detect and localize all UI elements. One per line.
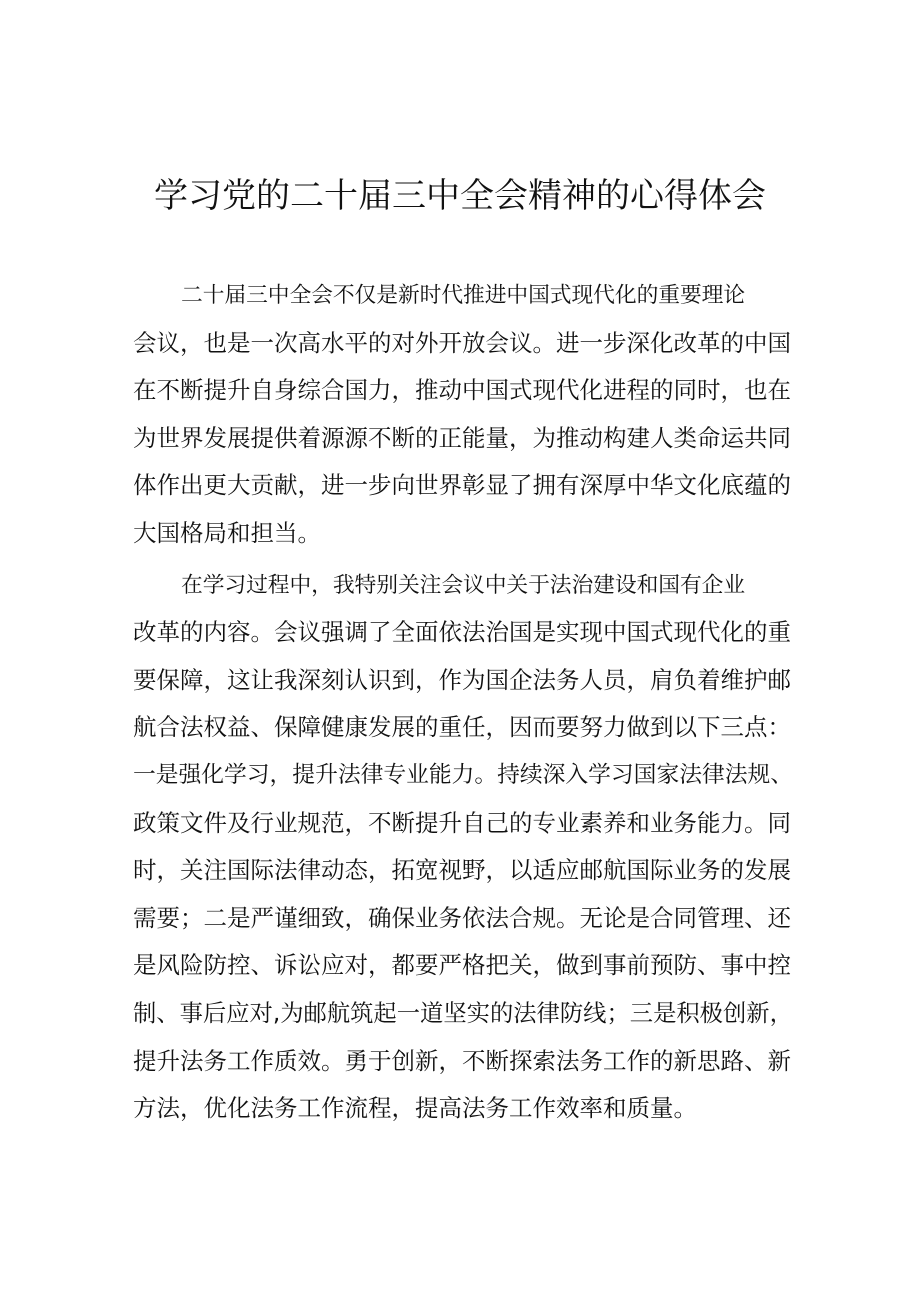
paragraph-line: 二十届三中全会不仅是新时代推进中国式现代化的重要理论: [181, 283, 746, 308]
paragraph-line: 方法，优化法务工作流程，提高法务工作效率和质量。: [133, 1094, 697, 1123]
paragraph-line: 为世界发展提供着源源不断的正能量，为推动构建人类命运共同: [133, 423, 791, 452]
document-body: [133, 272, 793, 1133]
paragraph-line: 政策文件及行业规范，不断提升自己的专业素养和业务能力。同: [133, 808, 791, 837]
paragraph-line: 提升法务工作质效。勇于创新，不断探索法务工作的新思路、新: [133, 1046, 791, 1075]
paragraph-line: 大国格局和担当。: [133, 518, 321, 547]
paragraph-line: 要保障，这让我深刻认识到，作为国企法务人员，肩负着维护邮: [133, 665, 791, 694]
paragraph-line: 需要；二是严谨细致，确保业务依法合规。无论是合同管理、还: [133, 903, 791, 932]
paragraph-line: 改革的内容。会议强调了全面依法治国是实现中国式现代化的重: [133, 618, 791, 647]
paragraph-line: 体作出更大贡献，进一步向世界彰显了拥有深厚中华文化底蕴的: [133, 471, 791, 500]
paragraph-line: 航合法权益、保障健康发展的重任，因而要努力做到以下三点：: [133, 713, 791, 742]
paragraph-2: [133, 562, 793, 1133]
paragraph-line: 在学习过程中，我特别关注会议中关于法治建设和国有企业: [181, 572, 746, 598]
paragraph-line: 会议，也是一次高水平的对外开放会议。进一步深化改革的中国: [133, 328, 791, 357]
paragraph-1: [133, 272, 793, 558]
paragraph-line: 是风险防控、诉讼应对，都要严格把关，做到事前预防、事中控: [133, 951, 791, 980]
paragraph-line: 时，关注国际法律动态，拓宽视野，以适应邮航国际业务的发展: [133, 856, 791, 885]
paragraph-line: 在不断提升自身综合国力，推动中国式现代化进程的同时，也在: [133, 376, 791, 405]
paragraph-line: 一是强化学习，提升法律专业能力。持续深入学习国家法律法规、: [133, 761, 793, 788]
paragraph-line: 制、事后应对,为邮航筑起一道坚实的法律防线；三是积极创新，: [133, 999, 793, 1027]
document-title: 学习党的二十届三中全会精神的心得体会: [154, 176, 766, 216]
